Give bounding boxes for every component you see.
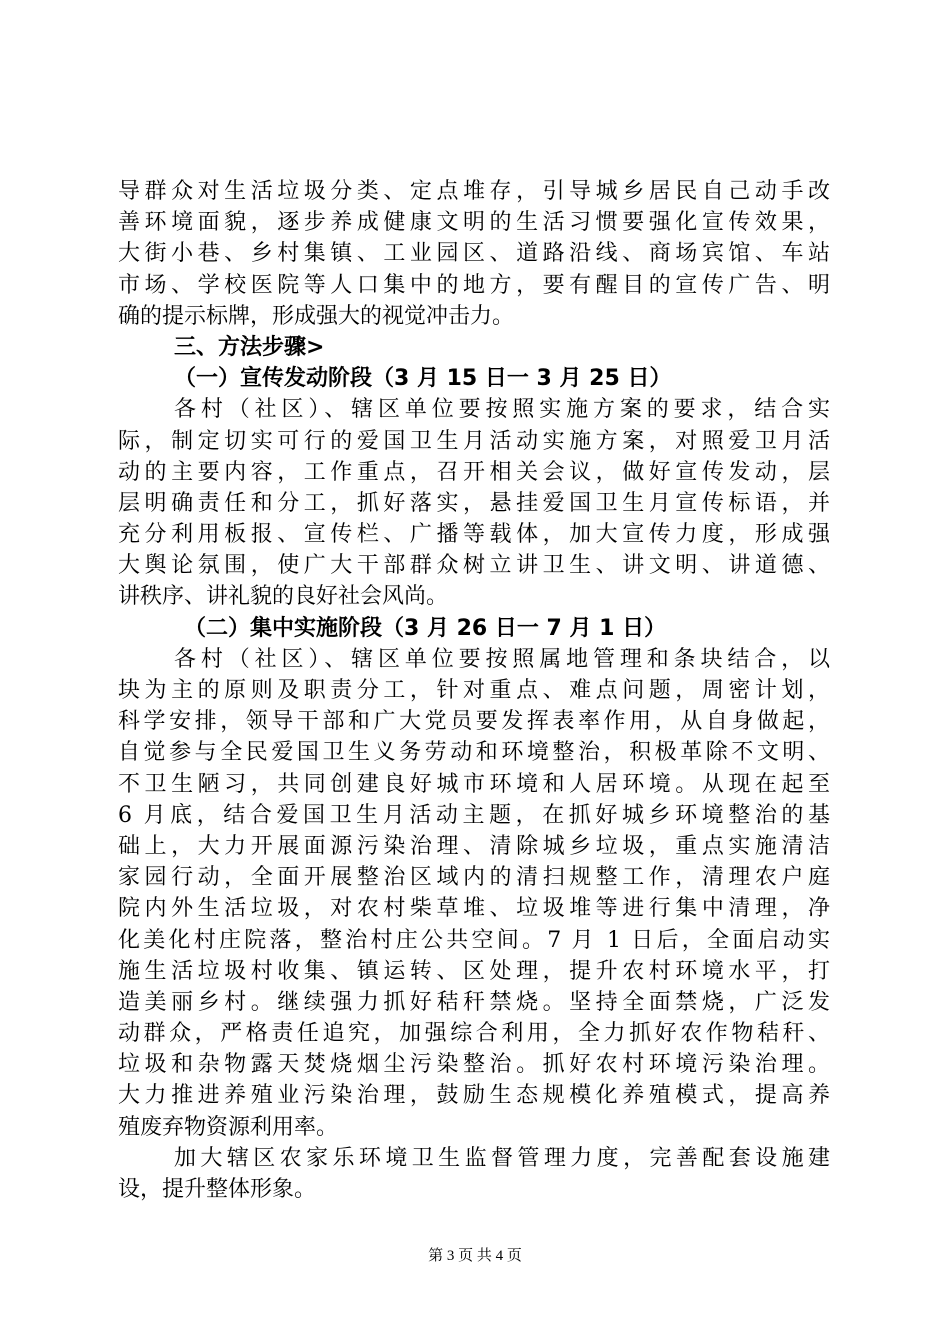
body-line: 施生活垃圾村收集、镇运转、区处理，提升农村环境水平，打 (118, 958, 830, 984)
subsection-heading: （一）宣传发动阶段（3 月 15 日一 3 月 25 日） (174, 366, 672, 392)
body-line: 确的提示标牌，形成强大的视觉冲击力。 (118, 303, 515, 329)
body-line: 市场、学校医院等人口集中的地方，要有醒目的宣传广告、明 (118, 272, 830, 298)
body-line: 动群众，严格责任追究，加强综合利用，全力抓好农作物秸秆、 (118, 1021, 830, 1047)
body-line: 院内外生活垃圾，对农村柴草堆、垃圾堆等进行集中清理，净 (118, 896, 830, 922)
body-line: 讲秩序、讲礼貌的良好社会风尚。 (118, 584, 449, 610)
document-body (118, 176, 830, 1205)
body-line: 家园行动，全面开展整治区域内的清扫规整工作，清理农户庭 (118, 865, 830, 891)
section-heading: 三、方法步骤> (174, 334, 325, 360)
body-line: 6 月底，结合爱国卫生月活动主题，在抓好城乡环境整治的基 (118, 802, 830, 828)
body-line: 不卫生陋习，共同创建良好城市环境和人居环境。从现在起至 (118, 771, 830, 797)
body-line: 大街小巷、乡村集镇、工业园区、道路沿线、商场宾馆、车站 (118, 241, 830, 267)
subsection-heading: （二）集中实施阶段（3 月 26 日一 7 月 1 日） (184, 615, 667, 641)
body-line: 导群众对生活垃圾分类、定点堆存，引导城乡居民自己动手改 (118, 179, 830, 204)
body-line: 际，制定切实可行的爱国卫生月活动实施方案，对照爱卫月活 (118, 428, 830, 454)
body-line: 各村（社区）、辖区单位要按照实施方案的要求，结合实 (174, 397, 830, 423)
body-line: 殖废弃物资源利用率。 (118, 1114, 339, 1140)
body-line: 充分利用板报、宣传栏、广播等载体，加大宣传力度，形成强 (118, 522, 830, 548)
body-line: 各村（社区）、辖区单位要按照属地管理和条块结合，以 (174, 646, 830, 672)
body-line: 加大辖区农家乐环境卫生监督管理力度，完善配套设施建 (174, 1145, 830, 1171)
body-line: 垃圾和杂物露天焚烧烟尘污染整治。抓好农村环境污染治理。 (118, 1052, 830, 1078)
body-line: 块为主的原则及职责分工，针对重点、难点问题，周密计划， (118, 678, 830, 703)
body-line: 科学安排，领导干部和广大党员要发挥表率作用，从自身做起， (118, 709, 830, 735)
body-line: 础上，大力开展面源污染治理、清除城乡垃圾，重点实施清洁 (118, 833, 830, 859)
body-line: 大舆论氛围，使广大干部群众树立讲卫生、讲文明、讲道德、 (118, 553, 830, 579)
body-line: 层明确责任和分工，抓好落实，悬挂爱国卫生月宣传标语，并 (118, 490, 830, 516)
body-line: 自觉参与全民爱国卫生义务劳动和环境整治，积极革除不文明、 (118, 740, 830, 766)
page-footer: 第 3 页 共 4 页 (428, 1248, 522, 1264)
body-line: 善环境面貌，逐步养成健康文明的生活习惯要强化宣传效果， (118, 210, 830, 236)
body-line: 造美丽乡村。继续强力抓好秸秆禁烧。坚持全面禁烧，广泛发 (118, 989, 830, 1015)
body-line: 化美化村庄院落，整治村庄公共空间。7 月 1 日后，全面启动实 (118, 927, 830, 953)
body-line: 设，提升整体形象。 (118, 1177, 317, 1202)
body-line: 动的主要内容，工作重点，召开相关会议，做好宣传发动，层 (118, 459, 830, 485)
body-line: 大力推进养殖业污染治理，鼓励生态规模化养殖模式，提高养 (118, 1083, 830, 1109)
